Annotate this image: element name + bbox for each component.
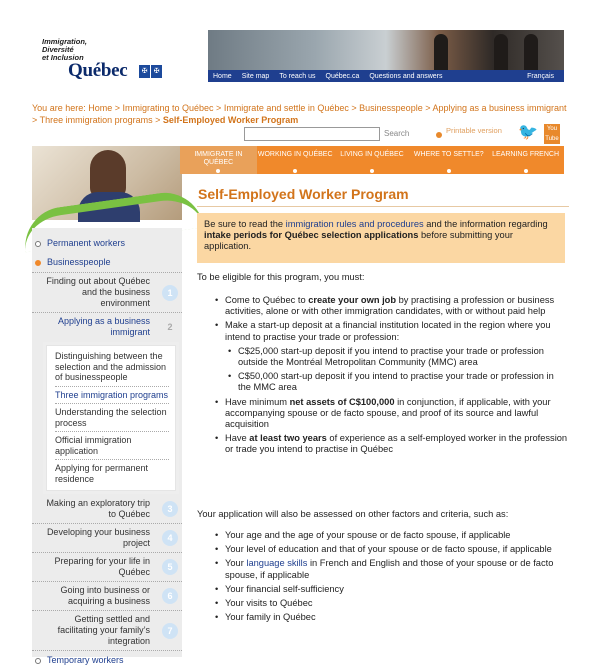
tab-where-to-settle[interactable]: [410, 146, 487, 174]
sidebar-label: Preparing for your life in Québec: [54, 556, 150, 577]
nav-home-link[interactable]: Home: [213, 72, 232, 80]
list-item: • Your financial self-sufficiency: [212, 584, 568, 595]
radio-icon: [35, 658, 41, 664]
breadcrumb-prefix: You are here:: [32, 103, 89, 113]
sidebar-item-going-into-business[interactable]: [32, 582, 182, 611]
list-item: • Your level of education and that of your spouse or de facto spouse, if applicable: [212, 544, 568, 555]
tab-label: LEARNING FRENCH: [492, 151, 560, 158]
sidebar-submenu: [46, 345, 176, 491]
tab-working[interactable]: [257, 146, 334, 174]
breadcrumb-current: Self-Employed Worker Program: [162, 115, 299, 125]
eligibility-intro: To be eligible for this program, you must:: [197, 272, 365, 282]
nav-quebec-ca-link[interactable]: Québec.ca: [325, 72, 360, 80]
header-photo: [208, 30, 564, 70]
tab-label: WORKING IN QUÉBEC: [257, 151, 333, 158]
tab-living[interactable]: [334, 146, 411, 174]
top-navigation: [208, 70, 564, 82]
breadcrumb-home[interactable]: Home: [88, 103, 113, 113]
sidebar-label: Making an exploratory trip to Québec: [46, 498, 150, 519]
sidebar-item-permanent-workers[interactable]: [32, 234, 182, 253]
title-divider: [197, 206, 569, 207]
logo-line-2: Diversité: [42, 45, 74, 54]
tab-label: LIVING IN QUÉBEC: [340, 151, 404, 158]
step-number: 1: [162, 285, 178, 301]
twitter-icon[interactable]: 🐦: [518, 124, 538, 141]
sidebar-item-preparing-life[interactable]: [32, 553, 182, 582]
list-item: • C$50,000 start-up deposit if you intend to practise your trade or profession in the MMC area: [212, 371, 568, 393]
assessment-list: [212, 530, 568, 626]
submenu-item-permanent-residence[interactable]: Applying for permanent residence: [55, 463, 149, 484]
nav-site-map-link[interactable]: Site map: [241, 72, 270, 80]
sidebar-item-businesspeople[interactable]: [32, 253, 182, 273]
submenu-item-selection-process[interactable]: Understanding the selection process: [55, 404, 169, 432]
assessment-intro: Your application will also be assessed on other factors and criteria, such as:: [197, 509, 509, 519]
sidebar-label: Businesspeople: [47, 257, 111, 267]
notice-box: [197, 213, 565, 263]
notice-text: before submitting your application.: [204, 230, 513, 251]
language-link[interactable]: Français: [527, 72, 554, 80]
breadcrumb-businesspeople[interactable]: Businesspeople: [359, 103, 423, 113]
step-number: 2: [167, 322, 173, 332]
submenu-item-distinguishing[interactable]: Distinguishing between the selection and the admission of businesspeople: [55, 348, 169, 387]
logo-name: Québec: [68, 60, 128, 81]
main-tabs: [180, 146, 564, 174]
list-item: • Make a start-up deposit at a financial institution located in the region where you intend to practise your trade or profession:: [212, 320, 568, 342]
breadcrumb-applying[interactable]: Applying as a business immigrant: [432, 103, 567, 113]
breadcrumb-separator: >: [152, 115, 163, 125]
tab-learning-french[interactable]: [487, 146, 564, 174]
sidebar-label: Temporary workers: [47, 655, 124, 665]
list-item: • Have at least two years of experience as a self-employed worker in the profession or trade you intend to practise in Québec: [212, 433, 568, 455]
list-item: • C$25,000 start-up deposit if you intend to practise your trade or profession outside the Montréal Metropolitan Community (MMC) area: [212, 346, 568, 368]
tab-immigrate[interactable]: [180, 146, 257, 174]
logo-line-3: et Inclusion: [42, 53, 84, 62]
breadcrumb-separator: >: [422, 103, 433, 113]
quebec-logo[interactable]: [42, 38, 192, 82]
sidebar-item-getting-settled[interactable]: [32, 611, 182, 651]
tab-label: IMMIGRATE IN QUÉBEC: [194, 151, 243, 166]
list-item: • Have minimum net assets of C$100,000 in conjunction, if applicable, with your accompanying spouse or de facto spouse, and proof of its source and lawful acquisition: [212, 397, 568, 431]
language-skills-link[interactable]: language skills: [246, 558, 308, 569]
fleur-de-lis-flag-icon: ✠ ✠: [139, 65, 162, 78]
breadcrumb-separator: >: [32, 115, 40, 125]
sidebar-label: Developing your business project: [46, 527, 150, 548]
step-number: 4: [162, 530, 178, 546]
breadcrumb-separator: >: [213, 103, 224, 113]
sidebar-label: Going into business or acquiring a business: [60, 585, 150, 606]
printable-version-link[interactable]: Printable version: [446, 126, 502, 135]
list-item: • Come to Québec to create your own job by practising a profession or business activities, alone or with other immigration candidates, with or without paid help: [212, 295, 568, 317]
submenu-item-official-application[interactable]: Official immigration application: [55, 432, 169, 460]
radio-icon: [35, 241, 41, 247]
list-item: • Your language skills in French and English and those of your spouse or de facto spouse, if applicable: [212, 558, 568, 580]
breadcrumb-three-programs[interactable]: Three immigration programs: [39, 115, 153, 125]
nav-faq-link[interactable]: Questions and answers: [369, 72, 443, 80]
list-item: • Your age and the age of your spouse or de facto spouse, if applicable: [212, 530, 568, 541]
breadcrumb-separator: >: [112, 103, 123, 113]
breadcrumb-immigrating[interactable]: Immigrating to Québec: [122, 103, 214, 113]
breadcrumb-separator: >: [348, 103, 360, 113]
main-content: [197, 186, 569, 202]
submenu-item-three-programs[interactable]: Three immigration programs: [55, 387, 169, 405]
sidebar: [32, 234, 182, 670]
printer-icon: [436, 132, 442, 138]
rules-procedures-link[interactable]: immigration rules and procedures: [285, 219, 424, 229]
nav-contact-link[interactable]: To reach us: [279, 72, 316, 80]
sidebar-item-applying[interactable]: [32, 313, 182, 341]
list-item: • Your family in Québec: [212, 612, 568, 623]
breadcrumb: [32, 102, 572, 126]
sidebar-item-finding-out[interactable]: [32, 273, 182, 313]
search-input[interactable]: [244, 127, 380, 141]
list-item: • Your visits to Québec: [212, 598, 568, 609]
sidebar-label: Applying as a business immigrant: [57, 316, 150, 337]
step-number: 3: [162, 501, 178, 517]
sidebar-label: Permanent workers: [47, 238, 126, 248]
step-number: 5: [162, 559, 178, 575]
sidebar-item-temporary-workers[interactable]: [32, 651, 182, 670]
step-number: 6: [162, 588, 178, 604]
sidebar-item-business-project[interactable]: [32, 524, 182, 553]
step-number: 7: [162, 623, 178, 639]
search-button[interactable]: Search: [384, 129, 410, 138]
site-header: [28, 26, 564, 84]
hero-photo: [32, 146, 182, 220]
sidebar-label: Finding out about Québec and the business environment: [46, 276, 150, 308]
eligibility-list: [212, 295, 568, 459]
notice-text: and the information regarding: [423, 219, 548, 229]
tab-label: WHERE TO SETTLE?: [413, 151, 484, 158]
notice-text: Be sure to read the: [204, 219, 286, 229]
notice-bold-text: intake periods for Québec selection applications: [204, 230, 419, 240]
page-title: Self-Employed Worker Program: [198, 186, 409, 202]
breadcrumb-immigrate-settle[interactable]: Immigrate and settle in Québec: [223, 103, 349, 113]
logo-line-1: Immigration,: [42, 37, 88, 46]
sidebar-item-exploratory-trip[interactable]: [32, 495, 182, 524]
sidebar-label: Getting settled and facilitating your family’s integration: [57, 614, 150, 646]
youtube-icon[interactable]: You Tube: [545, 126, 559, 142]
radio-icon: [35, 260, 41, 266]
